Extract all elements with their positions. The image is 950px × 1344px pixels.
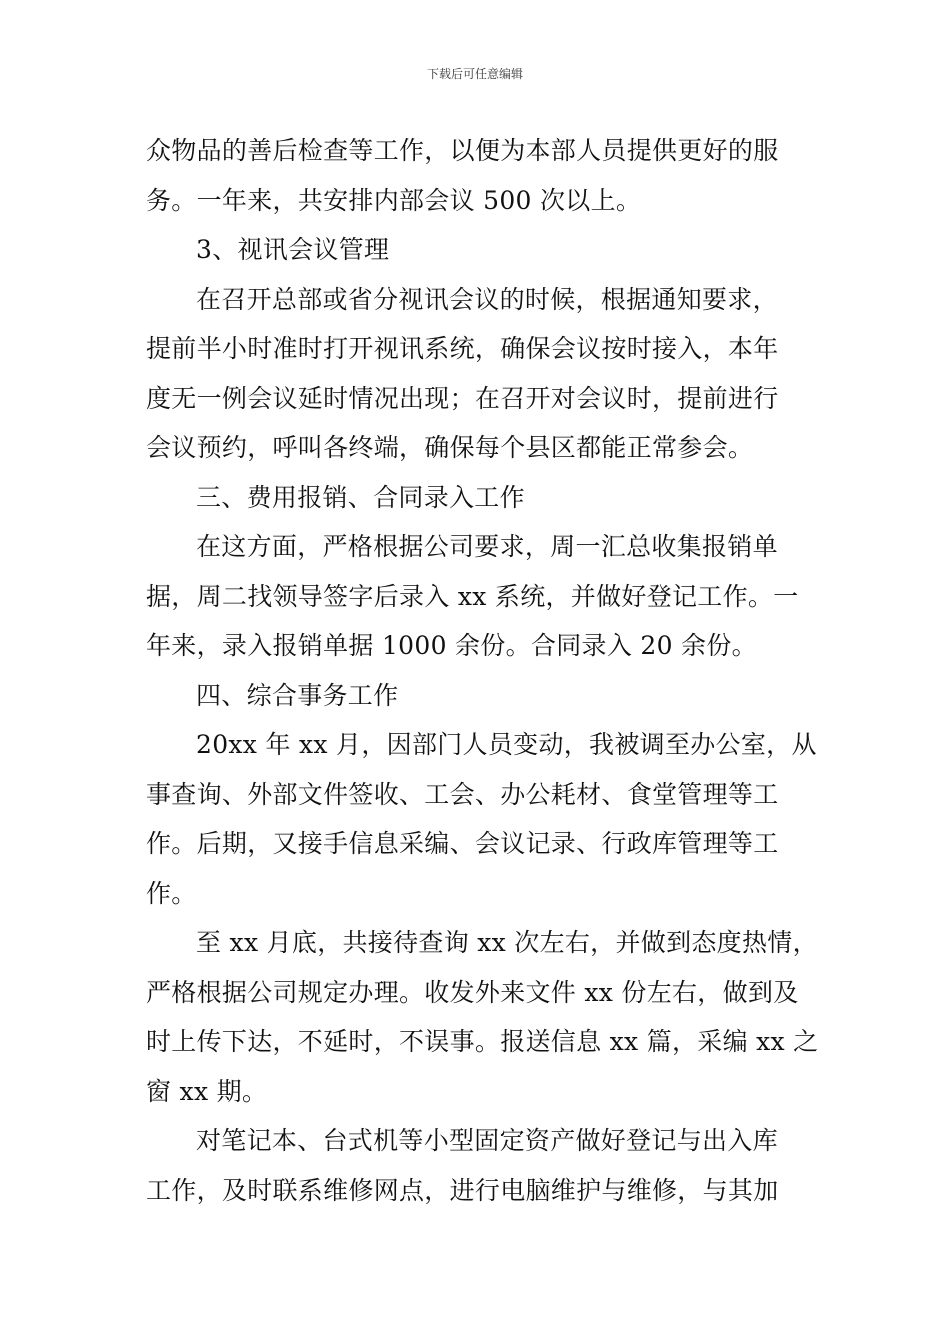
text-line: 提前半小时准时打开视讯系统，确保会议按时接入，本年: [146, 334, 779, 363]
text-line: 作。: [146, 878, 197, 908]
paragraph-first-line: 20xx 年 xx 月，因部门人员变动，我被调至办公室，从: [196, 730, 817, 759]
text-line: 事查询、外部文件签收、工会、办公耗材、食堂管理等工: [146, 779, 779, 809]
text-line: 度无一例会议延时情况出现；在召开对会议时，提前进行: [146, 383, 779, 413]
text-line: 工作，及时联系维修网点，进行电脑维护与维修，与其加: [146, 1175, 779, 1205]
text-line: 作。后期，又接手信息采编、会议记录、行政库管理等工: [146, 829, 779, 858]
document-body: [146, 126, 819, 1215]
section-heading: 四、综合事务工作: [196, 680, 399, 710]
paragraph-first-line: 至 xx 月底，共接待查询 xx 次左右，并做到态度热情，: [196, 928, 818, 957]
text-line: 会议预约，呼叫各终端，确保每个县区都能正常参会。: [146, 433, 754, 462]
page-header: 下载后可任意编辑: [426, 67, 523, 81]
text-line: 时上传下达，不延时，不误事。报送信息 xx 篇，采编 xx 之: [146, 1027, 819, 1056]
section-heading: 3、视讯会议管理: [196, 235, 390, 264]
section-heading: 三、费用报销、合同录入工作: [196, 482, 525, 512]
text-line: 严格根据公司规定办理。收发外来文件 xx 份左右，做到及: [146, 977, 799, 1007]
paragraph-first-line: 在这方面，严格根据公司要求，周一汇总收集报销单: [196, 532, 778, 561]
text-line: 务。一年来，共安排内部会议 500 次以上。: [146, 185, 642, 215]
text-line: 据，周二找领导签字后录入 xx 系统，并做好登记工作。一: [146, 581, 799, 611]
text-line: 年来，录入报销单据 1000 余份。合同录入 20 余份。: [146, 631, 757, 660]
text-line: 众物品的善后检查等工作，以便为本部人员提供更好的服: [146, 136, 779, 165]
paragraph-first-line: 在召开总部或省分视讯会议的时候，根据通知要求，: [196, 284, 778, 314]
paragraph-first-line: 对笔记本、台式机等小型固定资产做好登记与出入库: [196, 1126, 778, 1155]
text-line: 窗 xx 期。: [146, 1076, 268, 1106]
